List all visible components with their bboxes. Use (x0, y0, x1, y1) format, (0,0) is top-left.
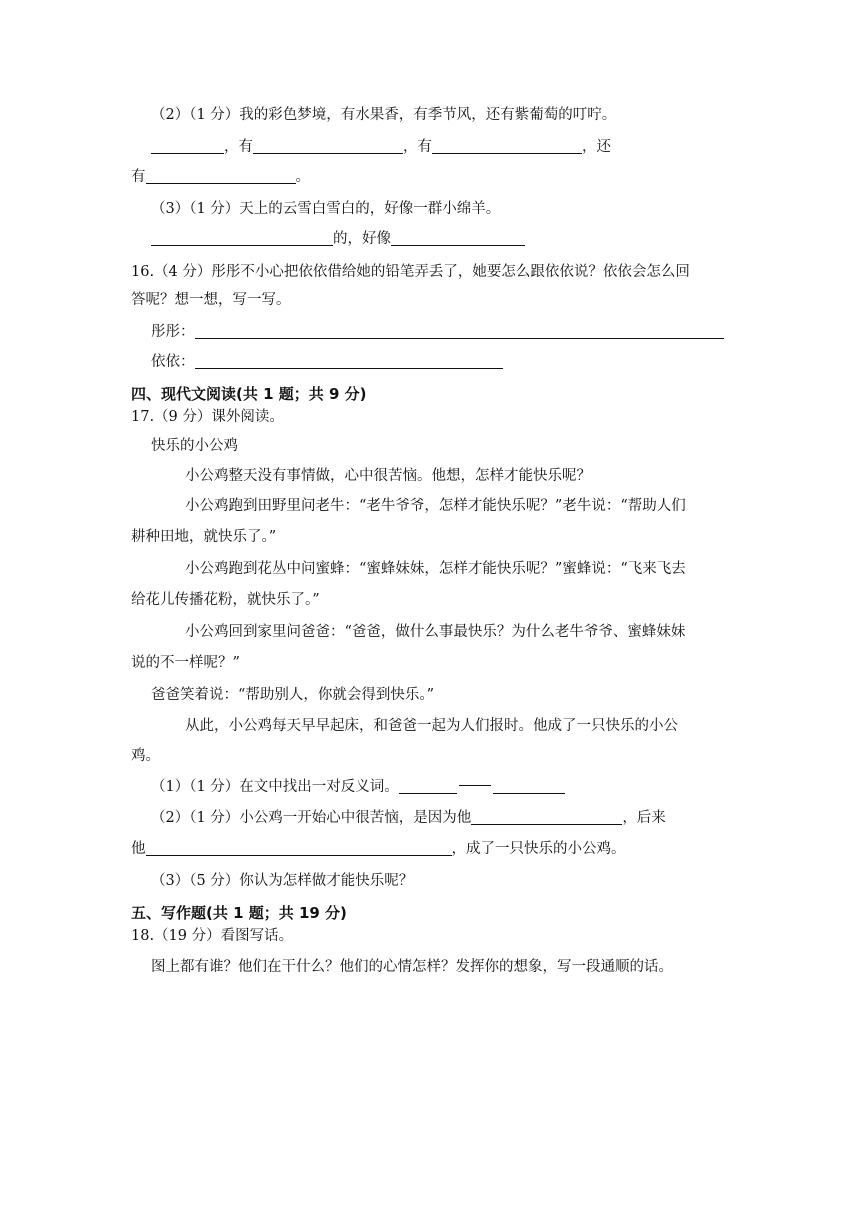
q17-sub2-line1: （2）（1 分）小公鸡一开始心中很苦恼，是因为他 ，后来 (151, 810, 666, 826)
dash-separator (459, 785, 491, 786)
q17-sub1: （1）（1 分）在文中找出一对反义词。 (151, 777, 565, 797)
story-paragraph: 小公鸡回到家里问爸爸：“爸爸，做什么事最快乐？为什么老牛爷爷、蜜蜂妹妹 (185, 624, 686, 640)
answer-blank[interactable] (432, 139, 582, 154)
q18-instruction: 图上都有谁？他们在干什么？他们的心情怎样？发挥你的想象，写一段通顺的话。 (151, 959, 673, 975)
answer-blank[interactable] (195, 354, 503, 369)
q16-yiyi-row (151, 352, 503, 372)
yiyi-label: 依依： (151, 354, 195, 370)
section-heading-writing: 五、写作题(共 1 题；共 19 分) (131, 904, 347, 922)
story-paragraph-cont: 给花儿传播花粉，就快乐了。” (131, 592, 320, 608)
story-paragraph: 爸爸笑着说：“帮助别人，你就会得到快乐。” (151, 687, 435, 703)
story-paragraph: 小公鸡跑到花丛中问蜜蜂：“蜜蜂妹妹，怎样才能快乐呢？”蜜蜂说：“飞来飞去 (185, 561, 686, 577)
q15-sub2-answer-line2: 有 。 (131, 169, 310, 185)
answer-blank[interactable] (253, 139, 403, 154)
answer-blank[interactable] (391, 231, 525, 246)
story-title: 快乐的小公鸡 (151, 438, 238, 454)
story-paragraph-cont: 鸡。 (131, 748, 160, 764)
q15-sub2-prompt: （2）（1 分）我的彩色梦境，有水果香，有季节风，还有紫葡萄的叮咛。 (151, 107, 617, 123)
q16-prompt-line1: 16.（4 分）彤彤不小心把依依借给她的铅笔弄丢了，她要怎么跟依依说？依依会怎么回 (131, 264, 690, 280)
story-paragraph: 小公鸡跑到田野里问老牛：“老牛爷爷，怎样才能快乐呢？”老牛说：“帮助人们 (185, 498, 686, 514)
answer-blank[interactable] (195, 324, 724, 339)
story-paragraph-cont: 耕种田地，就快乐了。” (131, 529, 277, 545)
section-heading-reading: 四、现代文阅读(共 1 题；共 9 分) (131, 385, 367, 403)
answer-blank[interactable] (146, 169, 296, 184)
tongtong-label: 彤彤： (151, 324, 195, 340)
answer-blank[interactable] (471, 810, 622, 825)
story-paragraph-cont: 说的不一样呢？” (131, 655, 240, 671)
answer-blank[interactable] (151, 139, 224, 154)
answer-blank[interactable] (151, 231, 333, 246)
q17-prompt: 17.（9 分）课外阅读。 (131, 409, 284, 425)
answer-blank[interactable] (399, 779, 457, 794)
answer-blank[interactable] (146, 841, 452, 856)
q17-sub3: （3）（5 分）你认为怎样做才能快乐呢？ (151, 873, 414, 889)
q17-sub2-line2: 他 ，成了一只快乐的小公鸡。 (131, 841, 626, 857)
q16-tongtong-row (151, 322, 724, 342)
q18-prompt: 18.（19 分）看图写话。 (131, 928, 294, 944)
q16-prompt-line2: 答呢？想一想，写一写。 (131, 292, 291, 308)
answer-blank[interactable] (493, 779, 565, 794)
q15-sub3-prompt: （3）（1 分）天上的云雪白雪白的，好像一群小绵羊。 (151, 201, 501, 217)
q15-sub2-answer-line1: ，有 ，有 ，还 (151, 137, 611, 157)
q15-sub3-answer: 的，好像 (151, 229, 525, 249)
story-paragraph: 从此，小公鸡每天早早起床，和爸爸一起为人们报时。他成了一只快乐的小公 (185, 718, 678, 734)
story-paragraph: 小公鸡整天没有事情做，心中很苦恼。他想，怎样才能快乐呢？ (185, 468, 591, 484)
